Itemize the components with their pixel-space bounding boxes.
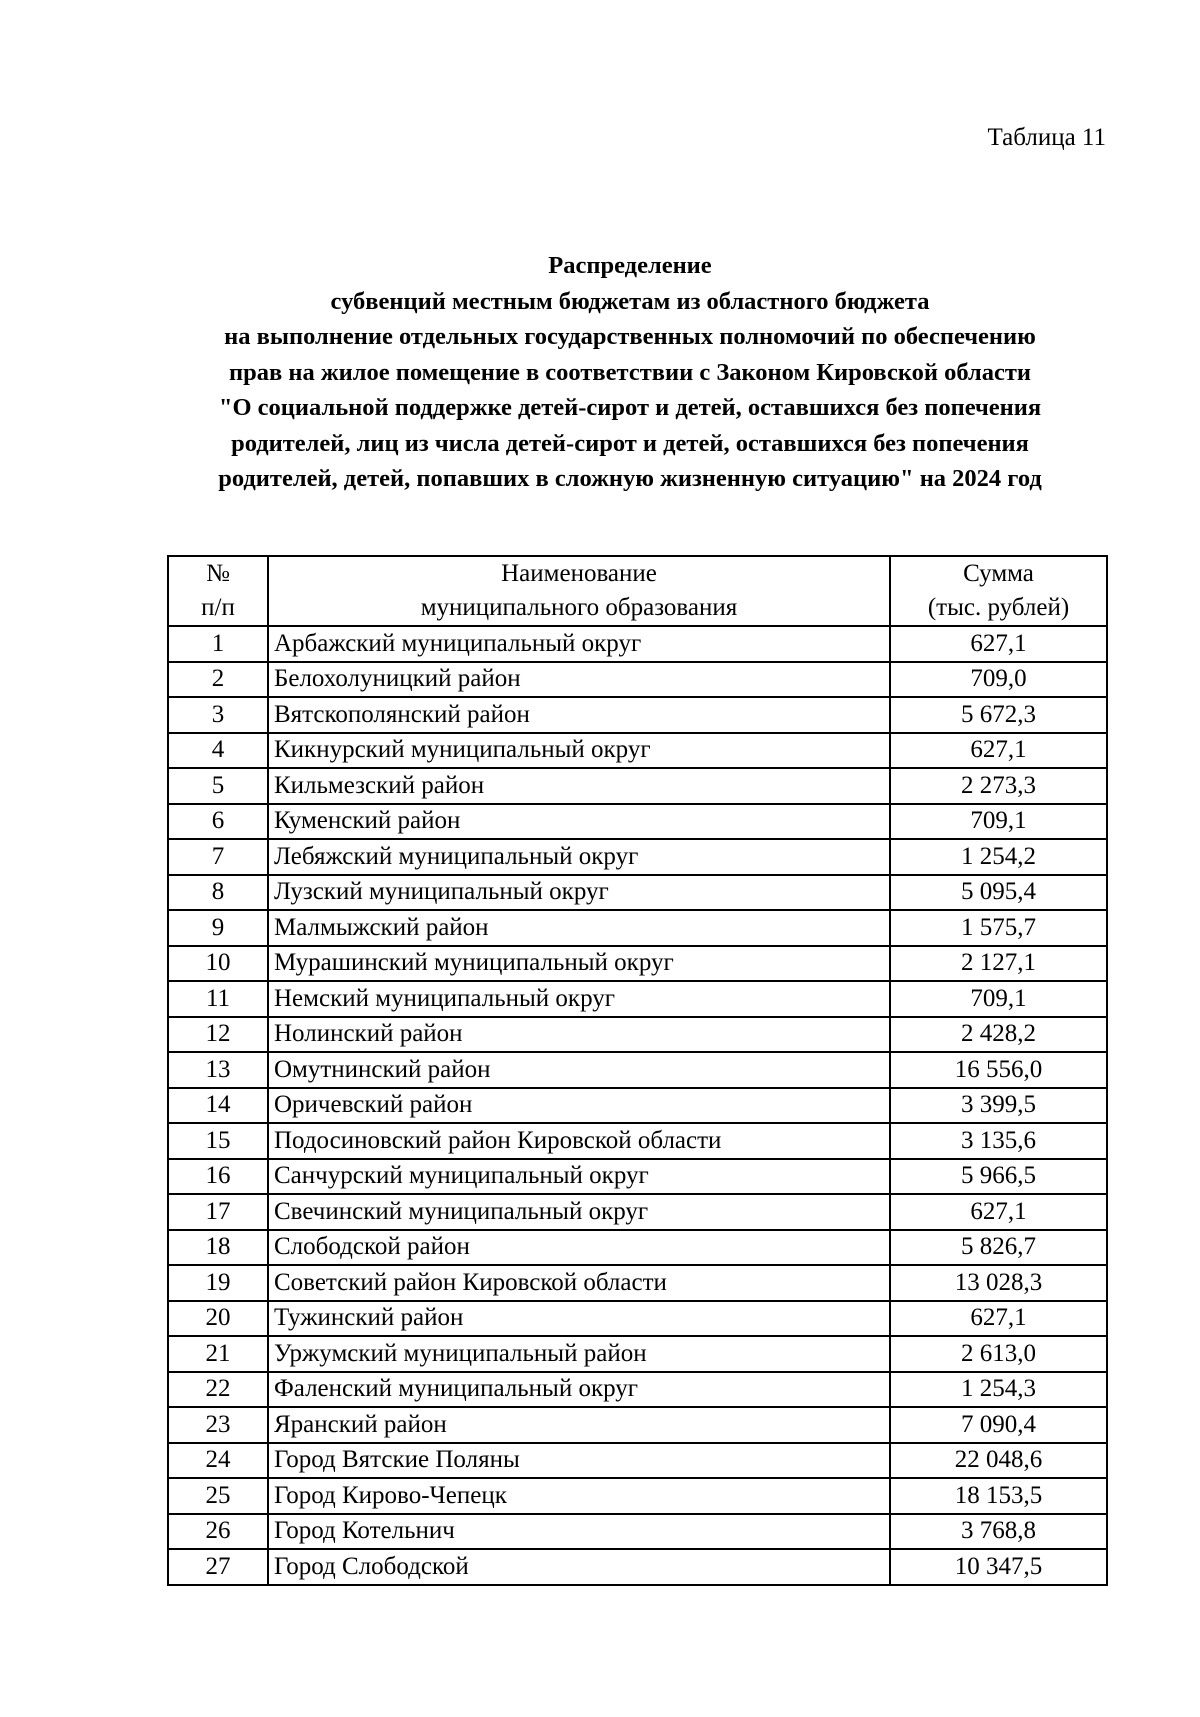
row-sum-cell: 627,1 bbox=[890, 1194, 1107, 1230]
row-name-cell: Город Кирово-Чепецк bbox=[268, 1478, 890, 1514]
row-sum-cell: 18 153,5 bbox=[890, 1478, 1107, 1514]
row-sum-cell: 22 048,6 bbox=[890, 1443, 1107, 1479]
table-header-row bbox=[168, 556, 1107, 626]
header-num-line2: п/п bbox=[201, 594, 235, 621]
row-sum-cell: 709,0 bbox=[890, 662, 1107, 698]
row-name-cell: Советский район Кировской области bbox=[268, 1265, 890, 1301]
table-row bbox=[168, 1514, 1107, 1550]
table-row bbox=[168, 1017, 1107, 1053]
row-num-cell: 13 bbox=[168, 1052, 268, 1088]
row-num-cell: 6 bbox=[168, 804, 268, 840]
row-name-cell: Фаленский муниципальный округ bbox=[268, 1372, 890, 1408]
row-name-cell: Свечинский муниципальный округ bbox=[268, 1194, 890, 1230]
row-name-cell: Уржумский муниципальный район bbox=[268, 1336, 890, 1372]
row-sum-cell: 5 966,5 bbox=[890, 1159, 1107, 1195]
heading-line: родителей, лиц из числа детей-сирот и детей, оставшихся без попечения bbox=[231, 429, 1029, 457]
table-row bbox=[168, 910, 1107, 946]
row-name-cell: Город Котельнич bbox=[268, 1514, 890, 1550]
row-name-cell: Немский муниципальный округ bbox=[268, 981, 890, 1017]
row-sum-cell: 627,1 bbox=[890, 733, 1107, 769]
table-row bbox=[168, 1443, 1107, 1479]
row-num-cell: 8 bbox=[168, 875, 268, 911]
row-sum-cell: 709,1 bbox=[890, 981, 1107, 1017]
row-num-cell: 24 bbox=[168, 1443, 268, 1479]
row-name-cell: Лузский муниципальный округ bbox=[268, 875, 890, 911]
table-row bbox=[168, 1230, 1107, 1266]
row-name-cell: Белохолуницкий район bbox=[268, 662, 890, 698]
table-row bbox=[168, 1372, 1107, 1408]
row-name-cell: Кильмезский район bbox=[268, 768, 890, 804]
table-row bbox=[168, 981, 1107, 1017]
table-row bbox=[168, 1301, 1107, 1337]
header-num bbox=[168, 556, 268, 626]
row-name-cell: Вятскополянский район bbox=[268, 697, 890, 733]
row-sum-cell: 3 399,5 bbox=[890, 1088, 1107, 1124]
header-name-line2: муниципального образования bbox=[420, 594, 738, 621]
row-sum-cell: 2 428,2 bbox=[890, 1017, 1107, 1053]
row-num-cell: 21 bbox=[168, 1336, 268, 1372]
row-num-cell: 9 bbox=[168, 910, 268, 946]
header-num-line1: № bbox=[206, 560, 230, 587]
row-num-cell: 12 bbox=[168, 1017, 268, 1053]
heading-line: родителей, детей, попавших в сложную жизненную ситуацию" на 2024 год bbox=[218, 465, 1042, 492]
heading-line: Распределение bbox=[548, 252, 712, 279]
row-num-cell: 27 bbox=[168, 1549, 268, 1585]
row-name-cell: Куменский район bbox=[268, 804, 890, 840]
table-row bbox=[168, 662, 1107, 698]
row-name-cell: Кикнурский муниципальный округ bbox=[268, 733, 890, 769]
row-sum-cell: 5 672,3 bbox=[890, 697, 1107, 733]
row-name-cell: Нолинский район bbox=[268, 1017, 890, 1053]
row-num-cell: 19 bbox=[168, 1265, 268, 1301]
row-sum-cell: 7 090,4 bbox=[890, 1407, 1107, 1443]
row-sum-cell: 627,1 bbox=[890, 626, 1107, 662]
row-sum-cell: 16 556,0 bbox=[890, 1052, 1107, 1088]
row-num-cell: 17 bbox=[168, 1194, 268, 1230]
row-name-cell: Мурашинский муниципальный округ bbox=[268, 946, 890, 982]
row-name-cell: Омутнинский район bbox=[268, 1052, 890, 1088]
document-heading bbox=[150, 248, 1110, 497]
row-num-cell: 11 bbox=[168, 981, 268, 1017]
row-num-cell: 20 bbox=[168, 1301, 268, 1337]
heading-line: на выполнение отдельных государственных полномочий по обеспечению bbox=[224, 323, 1036, 350]
table-row bbox=[168, 626, 1107, 662]
table-row bbox=[168, 1407, 1107, 1443]
table-caption: Таблица 11 bbox=[987, 124, 1106, 151]
table-row bbox=[168, 1478, 1107, 1514]
header-sum bbox=[890, 556, 1107, 626]
row-sum-cell: 5 826,7 bbox=[890, 1230, 1107, 1266]
row-name-cell: Город Слободской bbox=[268, 1549, 890, 1585]
row-num-cell: 7 bbox=[168, 839, 268, 875]
header-name-line1: Наименование bbox=[501, 560, 657, 587]
row-sum-cell: 3 135,6 bbox=[890, 1123, 1107, 1159]
row-name-cell: Город Вятские Поляны bbox=[268, 1443, 890, 1479]
row-num-cell: 23 bbox=[168, 1407, 268, 1443]
table-row bbox=[168, 946, 1107, 982]
table-row bbox=[168, 875, 1107, 911]
row-name-cell: Слободской район bbox=[268, 1230, 890, 1266]
row-num-cell: 2 bbox=[168, 662, 268, 698]
row-num-cell: 14 bbox=[168, 1088, 268, 1124]
row-sum-cell: 1 254,2 bbox=[890, 839, 1107, 875]
table-row bbox=[168, 1265, 1107, 1301]
row-name-cell: Яранский район bbox=[268, 1407, 890, 1443]
row-sum-cell: 10 347,5 bbox=[890, 1549, 1107, 1585]
row-name-cell: Малмыжский район bbox=[268, 910, 890, 946]
row-num-cell: 22 bbox=[168, 1372, 268, 1408]
row-sum-cell: 3 768,8 bbox=[890, 1514, 1107, 1550]
row-sum-cell: 709,1 bbox=[890, 804, 1107, 840]
table-row bbox=[168, 804, 1107, 840]
row-name-cell: Подосиновский район Кировской области bbox=[268, 1123, 890, 1159]
row-name-cell: Тужинский район bbox=[268, 1301, 890, 1337]
row-num-cell: 5 bbox=[168, 768, 268, 804]
table-row bbox=[168, 1549, 1107, 1585]
row-name-cell: Лебяжский муниципальный округ bbox=[268, 839, 890, 875]
row-sum-cell: 1 254,3 bbox=[890, 1372, 1107, 1408]
table-row bbox=[168, 1052, 1107, 1088]
header-sum-line2: (тыс. рублей) bbox=[927, 594, 1070, 621]
heading-line: прав на жилое помещение в соответствии с Законом Кировской области bbox=[228, 358, 1032, 386]
row-sum-cell: 1 575,7 bbox=[890, 910, 1107, 946]
table-row bbox=[168, 1123, 1107, 1159]
table-body bbox=[168, 626, 1107, 1585]
table-row bbox=[168, 733, 1107, 769]
row-num-cell: 4 bbox=[168, 733, 268, 769]
row-num-cell: 15 bbox=[168, 1123, 268, 1159]
table-row bbox=[168, 1336, 1107, 1372]
row-num-cell: 16 bbox=[168, 1159, 268, 1195]
heading-line: "О социальной поддержке детей-сирот и детей, оставшихся без попечения bbox=[218, 394, 1042, 421]
table-row bbox=[168, 697, 1107, 733]
header-sum-line1: Сумма bbox=[963, 560, 1034, 587]
heading-line: субвенций местным бюджетам из областного бюджета bbox=[330, 287, 930, 315]
table-row bbox=[168, 768, 1107, 804]
row-sum-cell: 2 273,3 bbox=[890, 768, 1107, 804]
row-num-cell: 10 bbox=[168, 946, 268, 982]
row-sum-cell: 2 127,1 bbox=[890, 946, 1107, 982]
table-row bbox=[168, 839, 1107, 875]
row-sum-cell: 627,1 bbox=[890, 1301, 1107, 1337]
row-num-cell: 3 bbox=[168, 697, 268, 733]
row-sum-cell: 13 028,3 bbox=[890, 1265, 1107, 1301]
header-name bbox=[268, 556, 890, 626]
table-row bbox=[168, 1194, 1107, 1230]
row-num-cell: 1 bbox=[168, 626, 268, 662]
subvention-table bbox=[167, 555, 1108, 1586]
row-num-cell: 26 bbox=[168, 1514, 268, 1550]
row-num-cell: 25 bbox=[168, 1478, 268, 1514]
row-name-cell: Санчурский муниципальный округ bbox=[268, 1159, 890, 1195]
row-sum-cell: 2 613,0 bbox=[890, 1336, 1107, 1372]
table-row bbox=[168, 1088, 1107, 1124]
row-num-cell: 18 bbox=[168, 1230, 268, 1266]
row-name-cell: Оричевский район bbox=[268, 1088, 890, 1124]
row-name-cell: Арбажский муниципальный округ bbox=[268, 626, 890, 662]
table-row bbox=[168, 1159, 1107, 1195]
row-sum-cell: 5 095,4 bbox=[890, 875, 1107, 911]
